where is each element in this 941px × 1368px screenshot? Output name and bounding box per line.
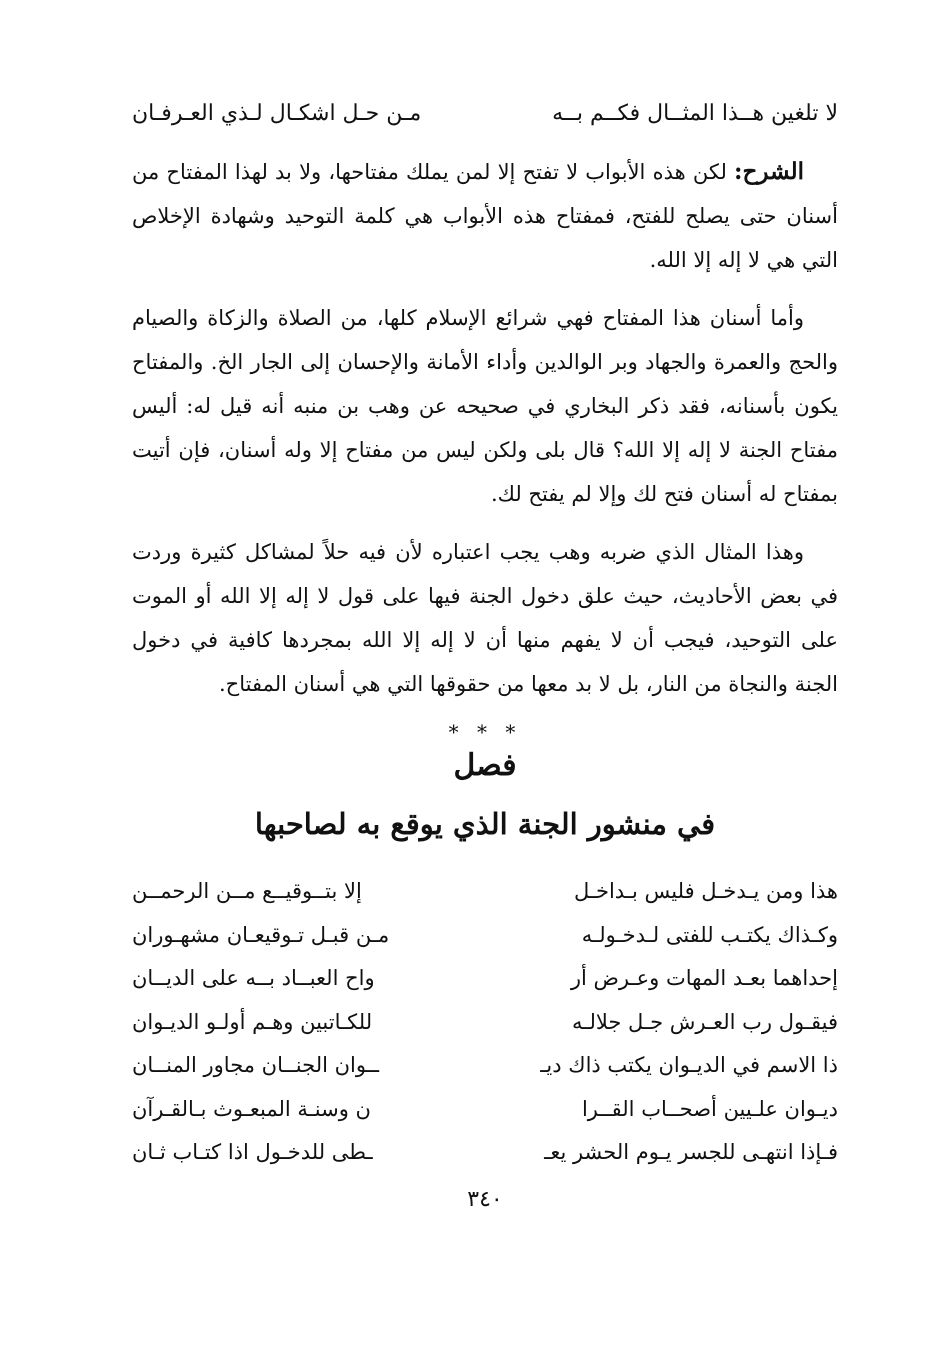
key-teeth-paragraph: وأما أسنان هذا المفتاح فهي شرائع الإسلام كلها، من الصلاة والزكاة والصيام والحج والعمرة والجهاد وبر الوالدين وأداء الأمانة والإحسان إلى الجار الخ. والمفتاح يكون بأسنانه، فقد ذكر البخاري في صحيحه عن وهب بن منبه أنه قيل له: أليس مفتاح الجنة لا إله إلا الله؟ قال بلى ولكن ليس من مفتاح إلا وله أسنان، فإن أتيت بمفتاح له أسنان فتح لك وإلا لم يفتح لك.: [132, 306, 838, 506]
poem: [132, 870, 838, 1175]
poem-first-hemistich: فـإذا انتهـى للجسر يـوم الحشر يعـ: [544, 1140, 838, 1164]
poem-first-hemistich: فيقـول رب العـرش جـل جلالـه: [572, 1009, 838, 1034]
poem-line: [132, 1044, 838, 1088]
poem-second-hemistich: ـطى للدخـول اذا كتـاب ثـان: [132, 1140, 373, 1164]
explanation-paragraph: [132, 150, 838, 282]
poem-first-hemistich: ذا الاسم في الديـوان يكتب ذاك ديـ: [540, 1053, 838, 1077]
poem-second-hemistich: ــوان الجنــان مجاور المنــان: [132, 1053, 380, 1077]
poem-line: [132, 957, 838, 1001]
section-separator: * * *: [448, 720, 522, 744]
verse-second-hemistich: مـن حـل اشكـال لـذي العـرفـان: [132, 101, 422, 126]
poem-second-hemistich: واح العبــاد بــه على الديــان: [132, 966, 375, 990]
poem-second-hemistich: إلا بتــوقيــع مــن الرحمــن: [132, 879, 362, 903]
explanation-text: لكن هذه الأبواب لا تفتح إلا لمن يملك مفتاحها، ولا بد لهذا المفتاح من أسنان حتى يصلح للفتح، فمفتاح هذه الأبواب هي كلمة التوحيد وشهادة الإخلاص التي هي لا إله إلا الله.: [132, 160, 838, 272]
poem-line: [132, 914, 838, 958]
wahb-example-paragraph: وهذا المثال الذي ضربه وهب يجب اعتباره لأن فيه حلاً لمشاكل كثيرة وردت في بعض الأحاديث، حيث علق دخول الجنة فيها على قول لا إله إلا الله أو الموت على التوحيد، فيجب أن لا يفهم منها أن لا إله إلا الله بمجردها كافية في دخول الجنة والنجاة من النار، بل لا بد معها من حقوقها التي هي أسنان المفتاح.: [132, 540, 838, 696]
poem-first-hemistich: إحداهما بعـد المهات وعـرض أر: [570, 966, 838, 990]
poem-line: [132, 1001, 838, 1045]
verse-first-hemistich: لا تلغين هــذا المثــال فكــم بــه: [552, 101, 838, 126]
poem-first-hemistich: هذا ومن يـدخـل فليس بـداخـل: [573, 879, 838, 903]
poem-second-hemistich: للكـاتبين وهـم أولـو الديـوان: [132, 1009, 373, 1034]
explanation-label: الشرح:: [734, 158, 804, 185]
section-title: فصل: [453, 748, 517, 783]
book-page: [132, 92, 838, 1212]
page-number: ٣٤٠: [467, 1186, 503, 1212]
poem-first-hemistich: ديـوان علـيين أصحــاب القــرا: [581, 1096, 838, 1121]
poem-line: [132, 1131, 838, 1175]
poem-line: [132, 1088, 838, 1132]
poem-second-hemistich: مـن قبـل تـوقيعـان مشهـوران: [132, 922, 390, 947]
poem-line: [132, 870, 838, 914]
poem-first-hemistich: وكـذاك يكتـب للفتى لـدخـولـه: [581, 922, 838, 947]
poem-second-hemistich: ن وسنـة المبعـوث بـالقـرآن: [132, 1096, 371, 1121]
top-verse: [132, 92, 838, 138]
section-subtitle: في منشور الجنة الذي يوقع به لصاحبها: [254, 807, 716, 841]
